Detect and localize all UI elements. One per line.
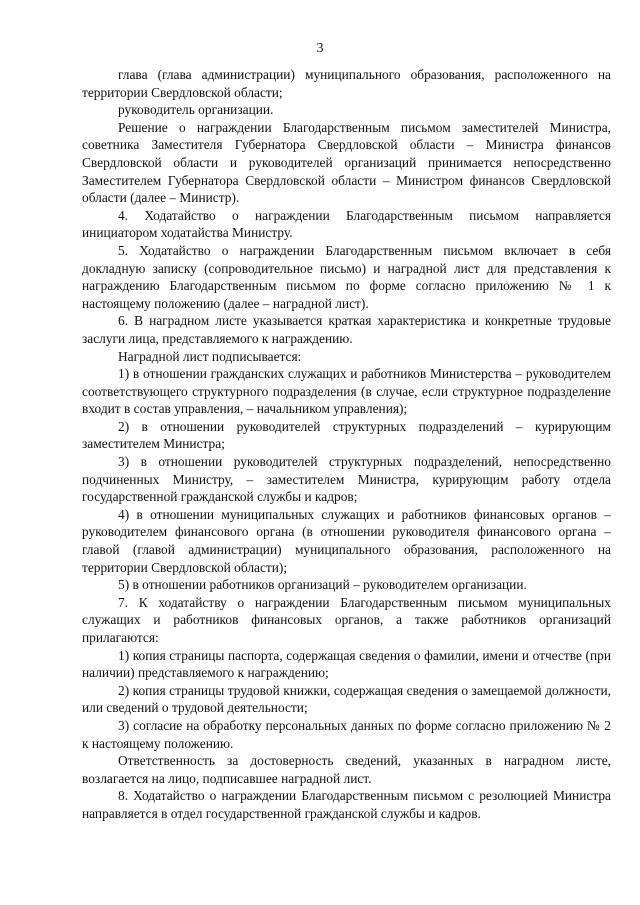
paragraph: 4. Ходатайство о награждении Благодарственным письмом направляется инициатором ходатайства Министру. [82, 207, 611, 241]
paragraph: 8. Ходатайство о награждении Благодарственным письмом с резолюцией Министра направляется в отдел государственной гражданской службы и кадров. [82, 788, 611, 821]
paragraph: 2) копия страницы трудовой книжки, содержащая сведения о замещаемой должности, или сведений о трудовой деятельности; [82, 682, 611, 716]
document-body [82, 66, 611, 823]
paragraph: 2) в отношении руководителей структурных подразделений – курирующим заместителем Министра; [82, 418, 611, 452]
paragraph: 3) в отношении руководителей структурных подразделений, непосредственно подчиненных Министру, – заместителем Министра, курирующим работу отдела государственной гражданской службы и кадров; [82, 454, 611, 505]
paragraph: 1) копия страницы паспорта, содержащая сведения о фамилии, имени и отчестве (при наличии) представляемого к награждению; [82, 647, 611, 681]
paragraph: Наградной лист подписывается: [118, 348, 302, 364]
paragraph: глава (глава администрации) муниципального образования, расположенного на территории Свердловской области; [82, 67, 611, 100]
paragraph: 7. К ходатайству о награждении Благодарственным письмом муниципальных служащих и работников финансовых органов, а также работников организаций прилагаются: [82, 594, 611, 645]
paragraph: 5. Ходатайство о награждении Благодарственным письмом включает в себя докладную записку (сопроводительное письмо) и наградной лист для представления к награждению Благодарственным письмом по форме согласно приложению № 1 к настоящему положению (далее – наградной лист). [82, 242, 611, 311]
paragraph: 5) в отношении работников организаций – руководителем организации. [118, 577, 527, 593]
paragraph: 4) в отношении муниципальных служащих и работников финансовых органов – руководителем финансового органа (в отношении руководителя финансового органа – главой (главой администрации) муниципального образования, расположенного на территории Свердловской области); [82, 506, 611, 575]
paragraph: 3) согласие на обработку персональных данных по форме согласно приложению № 2 к настоящему положению. [82, 717, 611, 751]
paragraph: Ответственность за достоверность сведений, указанных в наградном листе, возлагается на лицо, подписавшее наградной лист. [82, 753, 611, 786]
paragraph: Решение о награждении Благодарственным письмом заместителей Министра, советника Заместителя Губернатора Свердловской области – Министра финансов Свердловской области и руководителей организаций принимается непосредственно Заместителем Губернатора Свердловской области – Министром финансов Свердловской области (далее – Министр). [82, 119, 611, 206]
paragraph: руководитель организации. [118, 102, 274, 118]
page-number: 3 [316, 41, 324, 56]
paragraph: 6. В наградном листе указывается краткая характеристика и конкретные трудовые заслуги лица, представляемого к награждению. [82, 313, 611, 346]
paragraph: 1) в отношении гражданских служащих и работников Министерства – руководителем соответствующего структурного подразделения (в случае, если структурное подразделение входит в состав управления, – начальником управления); [82, 366, 611, 417]
